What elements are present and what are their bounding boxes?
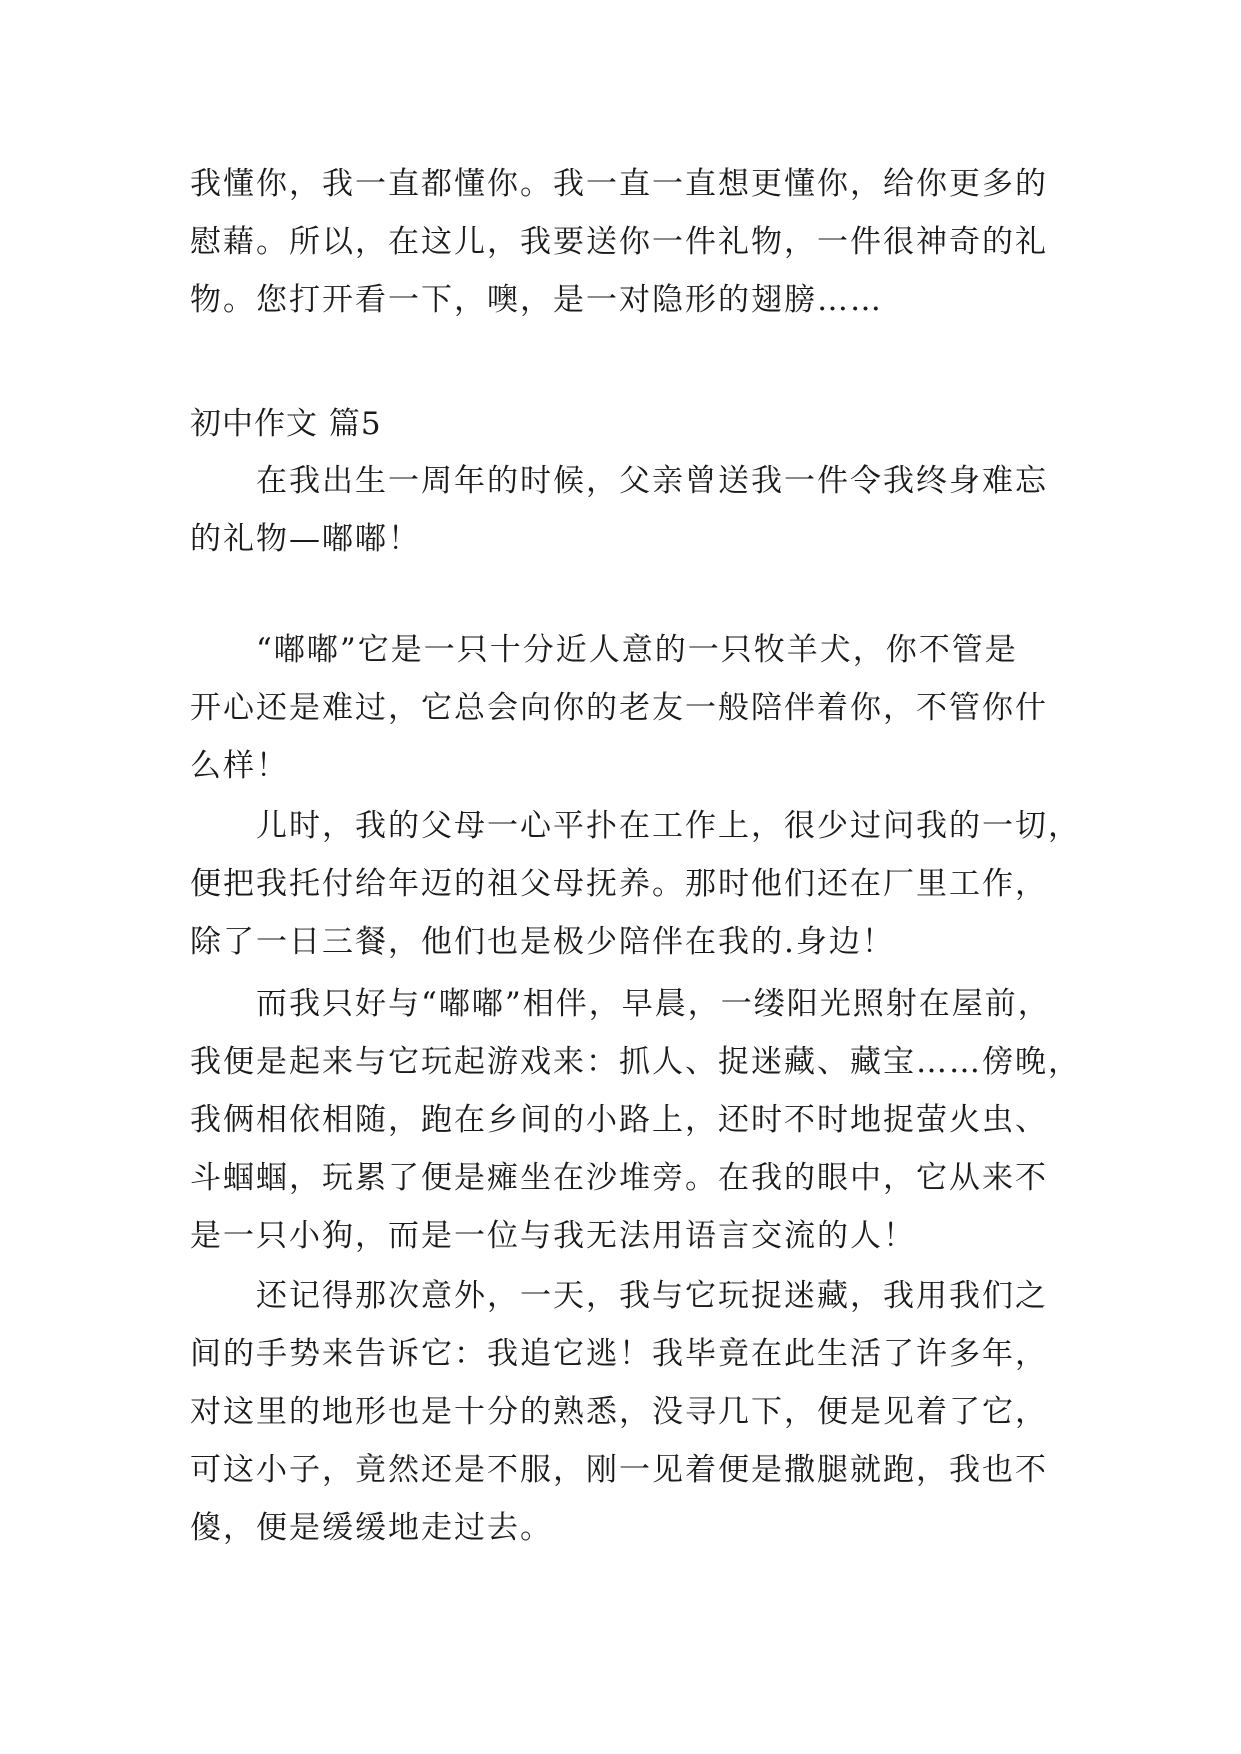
paragraph-line: 而我只好与“嘟嘟”相伴，早晨，一缕阳光照射在屋前， bbox=[256, 986, 1051, 1022]
paragraph-line: 在我出生一周年的时候，父亲曾送我一件令我终身难忘 bbox=[256, 463, 1048, 499]
paragraph-line: 斗蝈蝈，玩累了便是瘫坐在沙堆旁。在我的眼中，它从来不 bbox=[190, 1160, 1048, 1196]
paragraph-line: 儿时，我的父母一心平扑在工作上，很少过问我的一切， bbox=[256, 808, 1081, 844]
paragraph-line: 可这小子，竟然还是不服，刚一见着便是撒腿就跑，我也不 bbox=[190, 1452, 1048, 1488]
paragraph-line: 物。您打开看一下，噢，是一对隐形的翅膀…… bbox=[190, 282, 883, 318]
paragraph-line: 是一只小狗，而是一位与我无法用语言交流的人！ bbox=[190, 1218, 916, 1254]
paragraph-line: 对这里的地形也是十分的熟悉，没寻几下，便是见着了它， bbox=[190, 1394, 1048, 1430]
paragraph-line: 我懂你，我一直都懂你。我一直一直想更懂你，给你更多的 bbox=[190, 166, 1048, 202]
paragraph-line: 慰藉。所以，在这儿，我要送你一件礼物，一件很神奇的礼 bbox=[190, 224, 1048, 260]
paragraph-line: 开心还是难过，它总会向你的老友一般陪伴着你，不管你什 bbox=[190, 690, 1048, 726]
paragraph-line: 我便是起来与它玩起游戏来：抓人、捉迷藏、藏宝……傍晚， bbox=[190, 1044, 1081, 1080]
paragraph-line: 么样！ bbox=[190, 748, 289, 784]
paragraph-line: 的礼物—嘟嘟！ bbox=[190, 521, 421, 557]
paragraph-line: 傻，便是缓缓地走过去。 bbox=[190, 1510, 553, 1546]
paragraph-line: 便把我托付给年迈的祖父母抚养。那时他们还在厂里工作， bbox=[190, 866, 1048, 902]
paragraph-line: 还记得那次意外，一天，我与它玩捉迷藏，我用我们之 bbox=[256, 1278, 1048, 1314]
section-heading: 初中作文 篇5 bbox=[190, 406, 382, 442]
paragraph-line: 间的手势来告诉它：我追它逃！我毕竟在此生活了许多年， bbox=[190, 1336, 1048, 1372]
paragraph-line: “嘟嘟”它是一只十分近人意的一只牧羊犬，你不管是 bbox=[256, 632, 1018, 668]
paragraph-line: 除了一日三餐，他们也是极少陪伴在我的.身边！ bbox=[190, 924, 895, 960]
paragraph-line: 我俩相依相随，跑在乡间的小路上，还时不时地捉萤火虫、 bbox=[190, 1102, 1048, 1138]
